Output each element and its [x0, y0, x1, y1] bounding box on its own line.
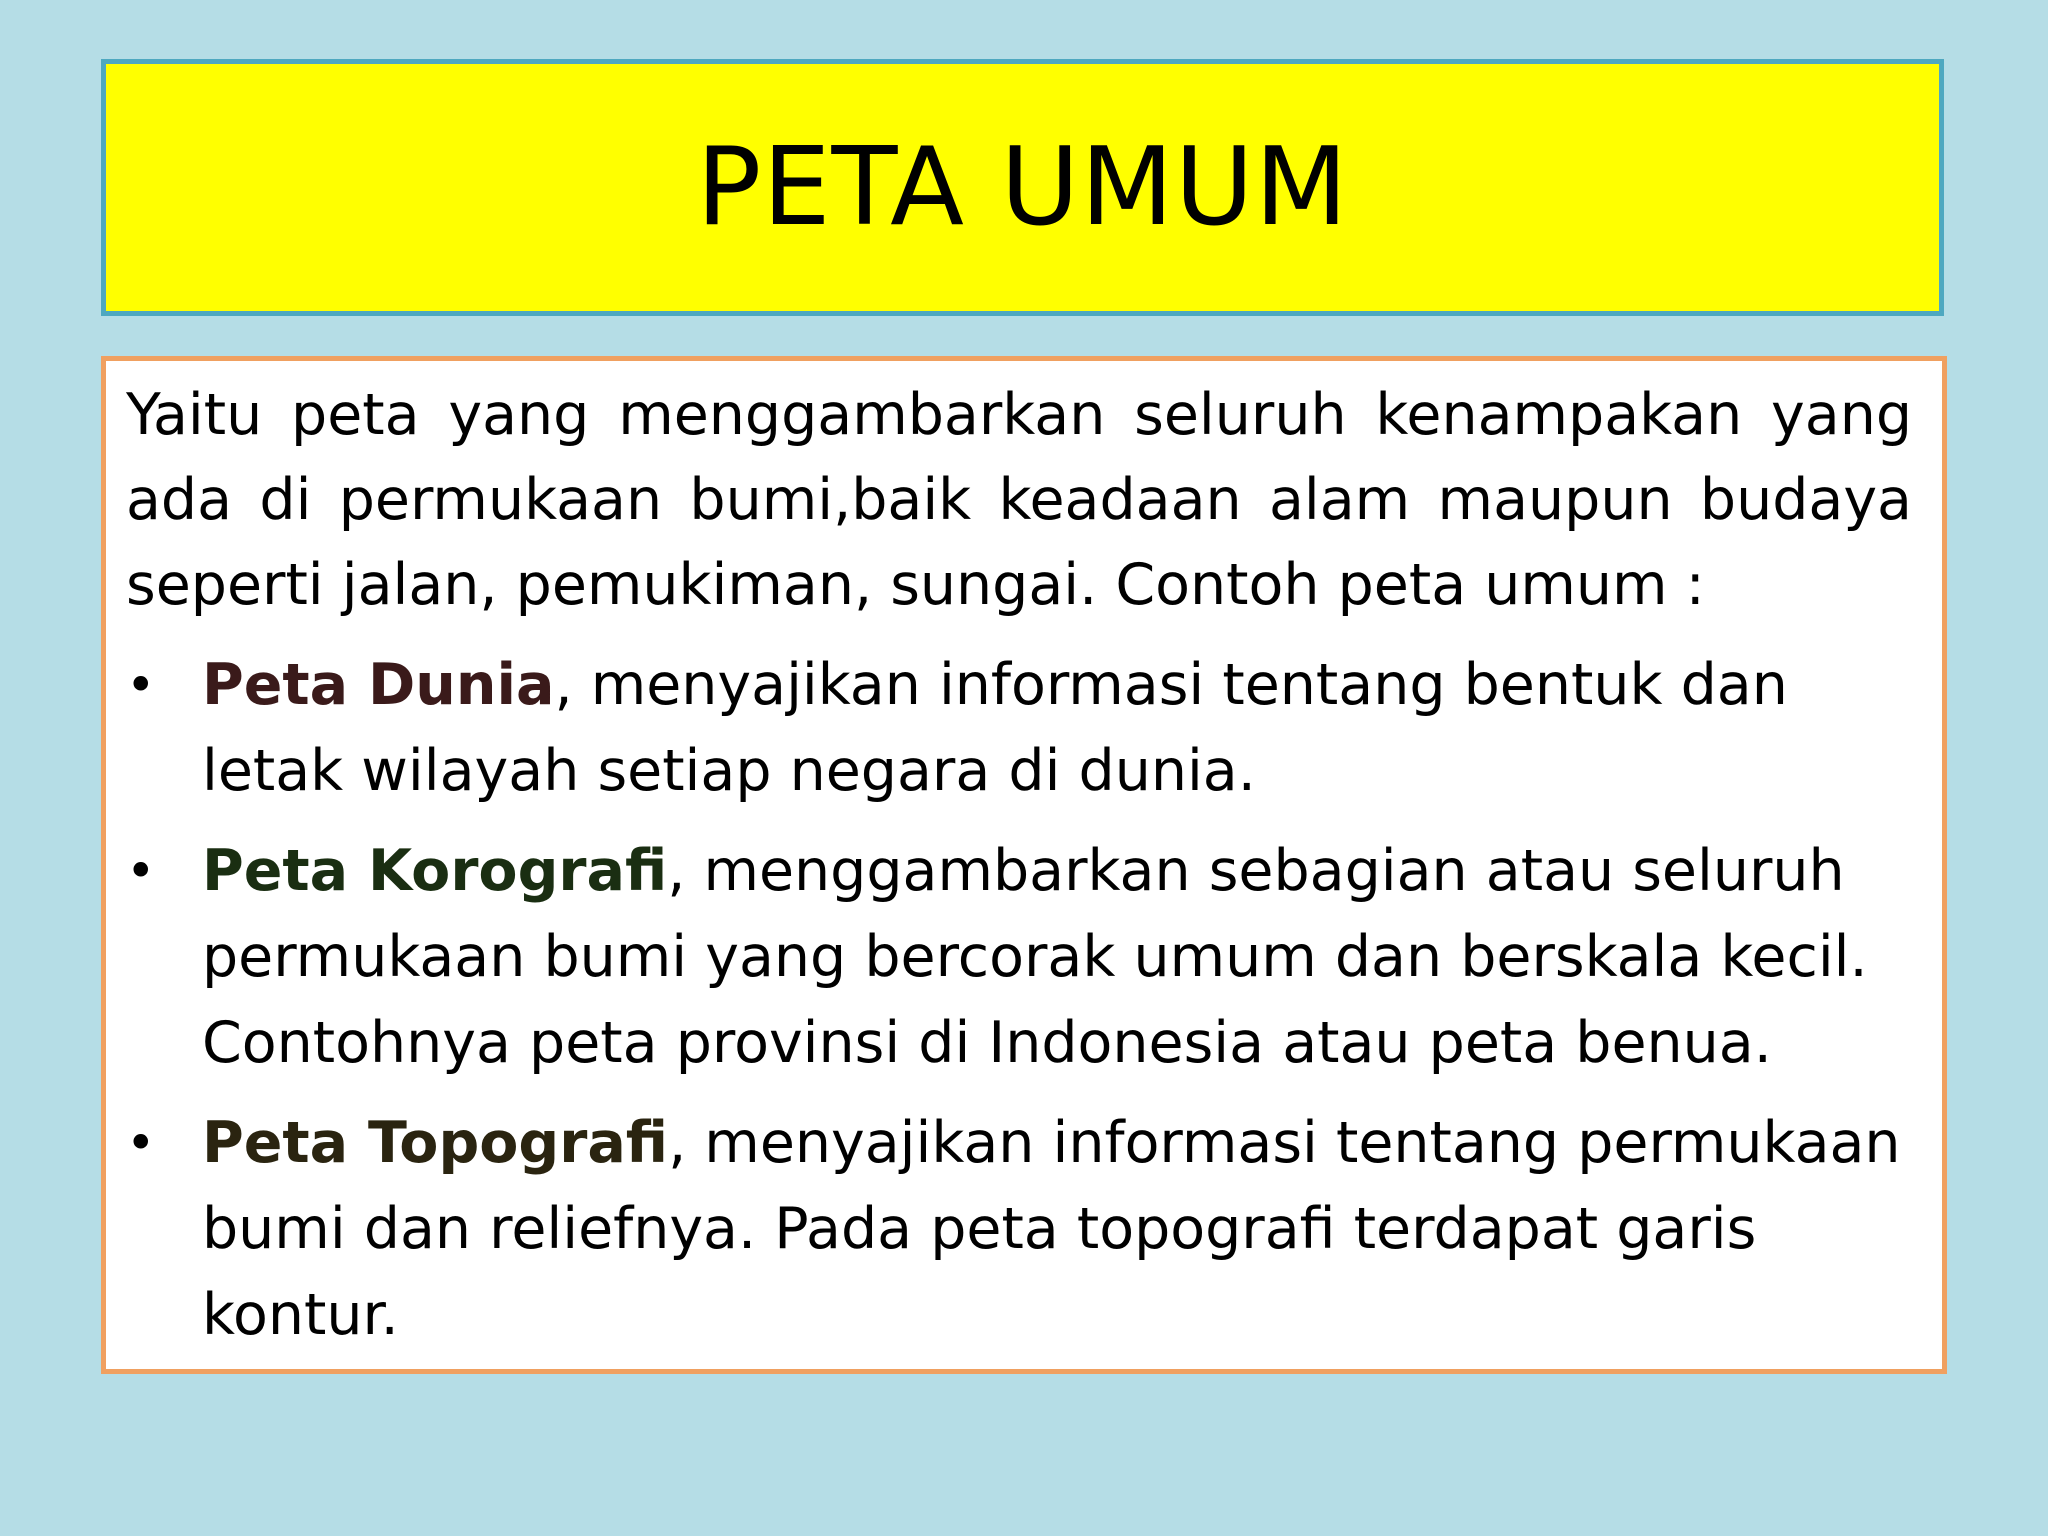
list-item-peta-dunia — [126, 642, 1912, 814]
description-peta-topografi: , menyajikan informasi tentang permukaan bumi dan reliefnya. Pada peta topografi terdapat garis kontur. — [202, 1110, 1901, 1348]
bullet-icon: • — [126, 1114, 156, 1172]
list-item-peta-korografi — [126, 828, 1912, 1086]
description-peta-dunia: , menyajikan informasi tentang bentuk dan letak wilayah setiap negara di dunia. — [202, 652, 1788, 804]
bullet-icon: • — [126, 656, 156, 714]
slide-title: PETA UMUM — [696, 125, 1349, 250]
term-peta-topografi: Peta Topografi — [202, 1110, 669, 1176]
content-box — [101, 356, 1947, 1374]
example-list — [126, 642, 1912, 1358]
description-peta-korografi: , menggambarkan sebagian atau seluruh permukaan bumi yang bercorak umum dan berskala kecil. Contohnya peta provinsi di Indonesia atau peta benua. — [202, 838, 1868, 1076]
term-peta-dunia: Peta Dunia — [202, 652, 555, 718]
title-box — [101, 59, 1944, 316]
bullet-icon: • — [126, 842, 156, 900]
intro-paragraph: Yaitu peta yang menggambarkan seluruh kenampakan yang ada di permukaan bumi,baik keadaan alam maupun budaya seperti jalan, pemukiman, sungai. Contoh peta umum : — [126, 382, 1912, 618]
term-peta-korografi: Peta Korografi — [202, 838, 668, 904]
list-item-peta-topografi — [126, 1100, 1912, 1358]
